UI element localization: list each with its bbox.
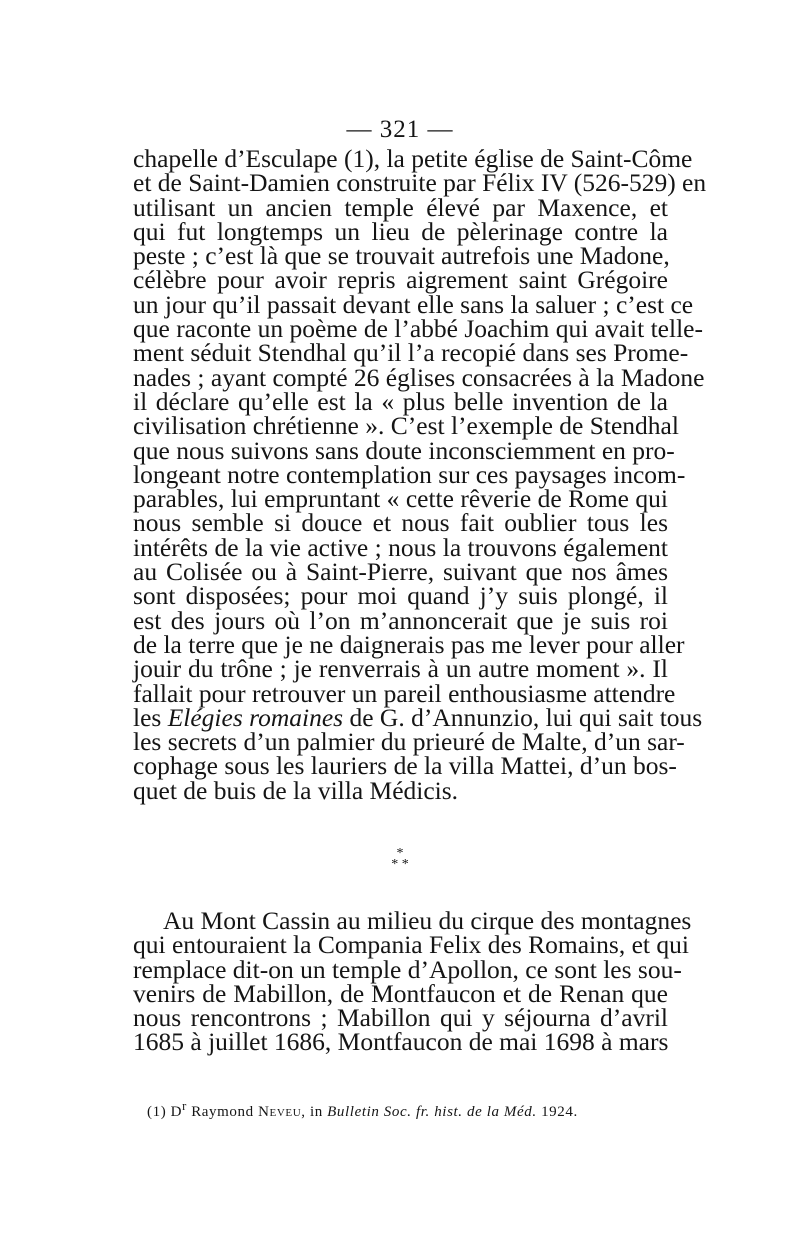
- text-line: il déclare qu’elle est la « plus belle invention de la: [133, 386, 668, 416]
- text-line: fallait pour retrouver un pareil enthousiasme attendre: [133, 678, 676, 708]
- text-line: qui entouraient la Compania Felix des Romains, et qui: [133, 930, 689, 960]
- footnote: [147, 1099, 647, 1121]
- book-title: Elégies romaines: [167, 702, 344, 732]
- text-line: Au Mont Cassin au milieu du cirque des montagnes: [163, 906, 692, 935]
- text-fragment: les: [133, 702, 168, 732]
- footnote-year: 1924.: [536, 1104, 578, 1120]
- text-fragment: de G. d’Annunzio, lui qui sait tous: [343, 702, 703, 732]
- text-line: qui fut longtemps un lieu de pèlerinage contre la: [133, 216, 668, 246]
- text-line: nades ; ayant compté 26 églises consacrées à la Madone: [133, 362, 705, 392]
- text-line: intérêts de la vie active ; nous la trouvons également: [133, 532, 668, 562]
- text-line: utilisant un ancien temple élevé par Maxence, et: [133, 192, 668, 222]
- text-line: nous rencontrons ; Mabillon qui y séjourna d’avril: [133, 1003, 668, 1033]
- text-line: est des jours où l’on m’annoncerait que je suis roi: [133, 605, 668, 635]
- text-line: civilisation chrétienne ». C’est l’exemple de Stendhal: [133, 411, 679, 441]
- page-number: — 321 —: [346, 116, 454, 143]
- text-line: célèbre pour avoir repris aigrement saint Grégoire: [133, 265, 668, 295]
- text-line: les secrets d’un palmier du prieuré de Malte, d’un sar-: [133, 727, 685, 757]
- asterism-separator: [0, 848, 800, 870]
- paragraph-1: [133, 144, 707, 805]
- text-line: ment séduit Stendhal qu’il l’a recopié dans ses Prome-: [133, 338, 689, 368]
- text-line: venirs de Mabillon, de Montfaucon et de Renan que: [133, 978, 668, 1008]
- text-line: au Colisée ou à Saint-Pierre, suivant que nos âmes: [133, 557, 668, 587]
- text-line: quet de buis de la villa Médicis.: [133, 775, 459, 805]
- footnote-marker-sup: r: [182, 1099, 187, 1113]
- text-line: que nous suivons sans doute inconsciemment en pro-: [133, 435, 675, 465]
- text-line: chapelle d’Esculape (1), la petite église de Saint-Côme: [133, 144, 693, 173]
- asterism-bottom: * *: [391, 857, 409, 872]
- text-line: que raconte un poème de l’abbé Joachim qui avait telle-: [133, 314, 703, 344]
- footnote-marker: (1) D: [147, 1104, 183, 1120]
- footnote-journal: Bulletin Soc. fr. hist. de la Méd.: [327, 1104, 537, 1120]
- text-line: peste ; c’est là que se trouvait autrefois une Madone,: [133, 241, 670, 271]
- text-line: cophage sous les lauriers de la villa Mattei, d’un bos-: [133, 751, 677, 781]
- footnote-surname: Neveu: [258, 1104, 302, 1120]
- footnote-name: Raymond: [186, 1104, 259, 1120]
- text-line: nous semble si douce et nous fait oublier tous les: [133, 508, 668, 538]
- footnote-in: , in: [301, 1104, 328, 1120]
- text-line: un jour qu’il passait devant elle sans la saluer ; c’est ce: [133, 289, 694, 319]
- paragraph-2: [133, 906, 692, 1057]
- text-line: et de Saint-Damien construite par Félix IV (526-529) en: [133, 168, 707, 198]
- asterism-top: *: [396, 846, 404, 861]
- text-line: 1685 à juillet 1686, Montfaucon de mai 1698 à mars: [133, 1027, 669, 1057]
- text-line: longeant notre contemplation sur ces paysages incom-: [133, 459, 686, 489]
- text-line: remplace dit-on un temple d’Apollon, ce sont les sou-: [133, 954, 682, 984]
- text-line: jouir du trône ; je renverrais à un autre moment ». Il: [133, 654, 668, 684]
- text-line: sont disposées; pour moi quand j’y suis plongé, il: [133, 581, 668, 611]
- text-line: de la terre que je ne daignerais pas me lever pour aller: [133, 629, 685, 659]
- text-line: parables, lui empruntant « cette rêverie de Rome qui: [133, 484, 668, 514]
